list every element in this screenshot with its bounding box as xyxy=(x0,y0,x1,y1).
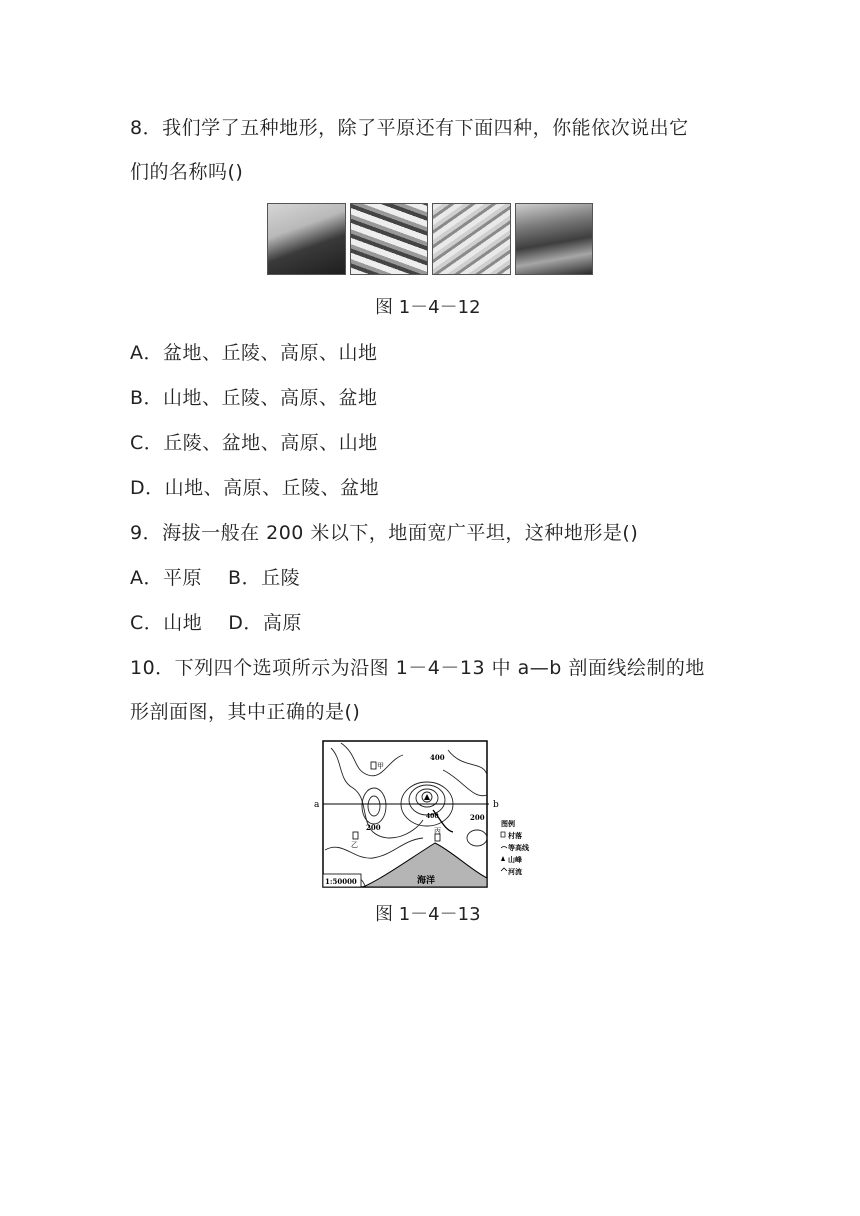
map-label-b: b xyxy=(493,800,499,810)
q9-options-row2: C．山地 D．高原 xyxy=(130,612,302,634)
q8-option-c: C．丘陵、盆地、高原、山地 xyxy=(130,432,378,454)
legend-village: 村落 xyxy=(508,831,522,840)
map-village-jia: 甲 xyxy=(377,762,384,770)
q10-stem-line1: 10．下列四个选项所示为沿图 1－4－13 中 a—b 剖面线绘制的地 xyxy=(130,657,705,679)
plateau-photo xyxy=(432,203,511,275)
q10-stem-line2: 形剖面图，其中正确的是() xyxy=(130,701,361,723)
q8-option-b: B．山地、丘陵、高原、盆地 xyxy=(130,387,378,409)
map-sea-label: 海洋 xyxy=(417,876,436,886)
map-contour-center: 400 xyxy=(426,813,439,820)
map-village-bing: 丙 xyxy=(434,827,441,835)
q9-stem: 9．海拔一般在 200 米以下，地面宽广平坦，这种地形是() xyxy=(130,522,639,544)
map-contour-200-right: 200 xyxy=(470,813,485,822)
legend-contour: 等高线 xyxy=(508,843,529,852)
legend-river: 河流 xyxy=(508,867,522,876)
q9-options-row1: A．平原 B．丘陵 xyxy=(130,567,301,589)
figure-caption-1-4-12: 图 1－4－12 xyxy=(375,297,481,318)
legend-title: 图例 xyxy=(501,819,515,828)
legend-peak: 山峰 xyxy=(508,855,522,864)
q8-stem-line2: 们的名称吗() xyxy=(130,161,244,183)
contour-map xyxy=(313,740,549,890)
basin-photo xyxy=(515,203,594,275)
mountain-photo xyxy=(267,203,346,275)
map-village-yi: 乙 xyxy=(351,841,358,849)
q8-stem-line1: 8．我们学了五种地形，除了平原还有下面四种，你能依次说出它 xyxy=(130,117,689,139)
q8-option-a: A．盆地、丘陵、高原、山地 xyxy=(130,342,378,364)
map-label-a: a xyxy=(314,800,320,810)
map-contour-200-left: 200 xyxy=(366,823,381,832)
map-scale: 1:50000 xyxy=(325,877,357,886)
q8-option-d: D．山地、高原、丘陵、盆地 xyxy=(130,477,380,499)
landform-photos xyxy=(267,203,593,275)
figure-caption-1-4-13: 图 1－4－13 xyxy=(375,904,481,925)
map-contour-400: 400 xyxy=(430,753,445,762)
hill-terrace-photo xyxy=(350,203,429,275)
